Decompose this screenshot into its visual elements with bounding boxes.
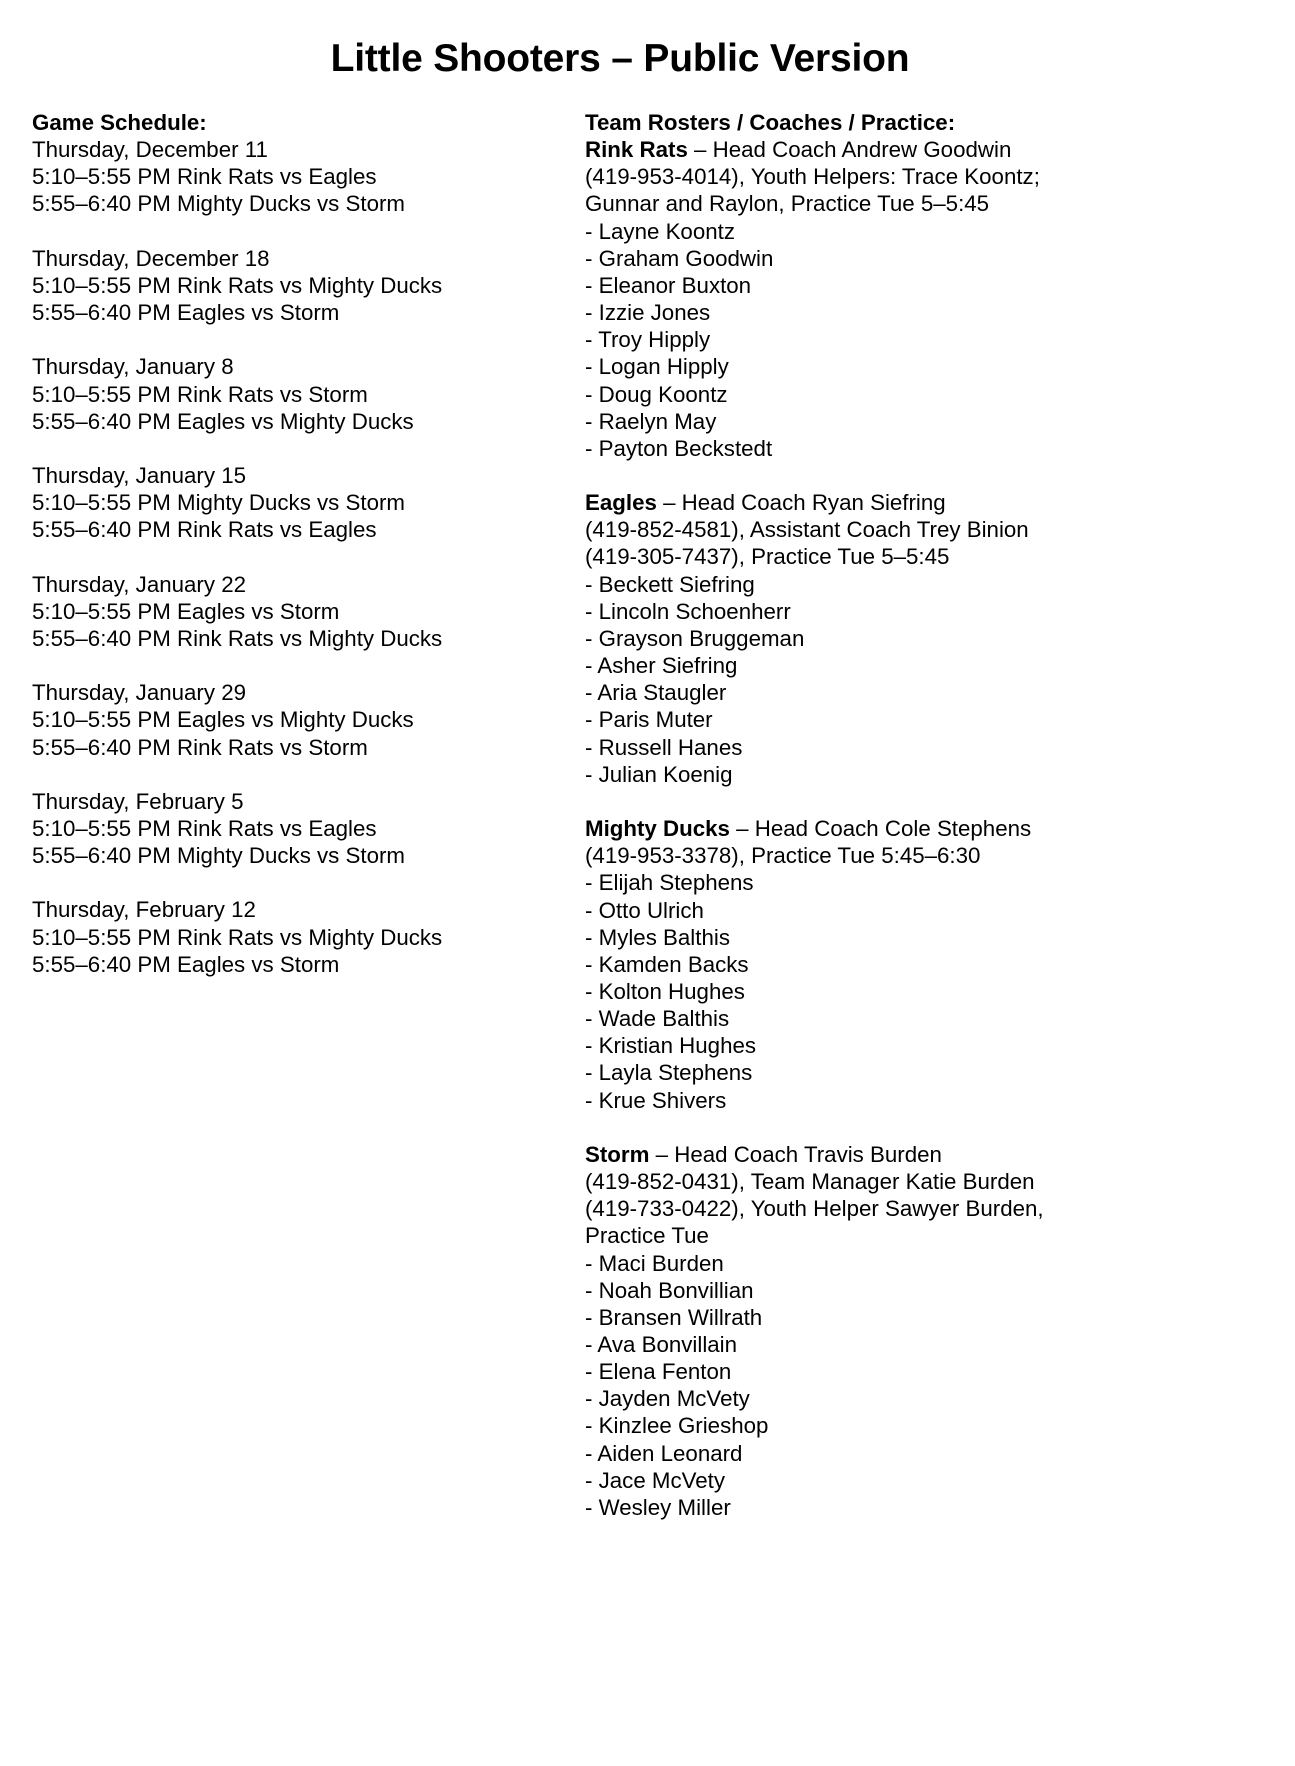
- game-item: 5:10–5:55 PM Rink Rats vs Eagles: [32, 815, 377, 841]
- game-item: 5:55–6:40 PM Eagles vs Storm: [32, 951, 340, 977]
- spacer: [32, 435, 572, 462]
- team-block: [585, 136, 1275, 462]
- team-name: Eagles: [585, 490, 657, 516]
- game-item: 5:55–6:40 PM Rink Rats vs Mighty Ducks: [32, 625, 443, 651]
- team-block: [585, 489, 1275, 788]
- game-date: Thursday, February 5: [32, 788, 244, 814]
- player-item: - Elena Fenton: [585, 1359, 732, 1385]
- player-item: - Julian Koenig: [585, 761, 733, 787]
- player-item: - Myles Balthis: [585, 924, 730, 950]
- player-item: - Krue Shivers: [585, 1087, 727, 1113]
- schedule-day: [32, 462, 572, 543]
- game-date: Thursday, January 15: [32, 462, 246, 488]
- schedule-day: [32, 571, 572, 652]
- spacer: [32, 543, 572, 570]
- game-item: 5:10–5:55 PM Rink Rats vs Eagles: [32, 164, 377, 190]
- spacer: [32, 761, 572, 788]
- player-item: - Doug Koontz: [585, 381, 728, 407]
- spacer: [585, 462, 1275, 489]
- schedule-day: [32, 136, 572, 217]
- schedule-days-list: [32, 136, 572, 978]
- player-item: - Wesley Miller: [585, 1494, 731, 1520]
- team-header: [585, 815, 1275, 842]
- player-item: - Beckett Siefring: [585, 571, 755, 597]
- player-item: - Layla Stephens: [585, 1060, 753, 1086]
- team-info-line: (419-953-4014), Youth Helpers: Trace Koontz;: [585, 164, 1040, 190]
- schedule-day: [32, 353, 572, 434]
- player-item: - Lincoln Schoenherr: [585, 598, 791, 624]
- player-item: - Izzie Jones: [585, 300, 711, 326]
- game-date: Thursday, January 29: [32, 680, 246, 706]
- game-item: 5:55–6:40 PM Eagles vs Mighty Ducks: [32, 408, 414, 434]
- game-item: 5:10–5:55 PM Eagles vs Storm: [32, 598, 340, 624]
- schedule-day: [32, 788, 572, 869]
- team-block: [585, 1141, 1275, 1521]
- game-item: 5:10–5:55 PM Rink Rats vs Storm: [32, 381, 368, 407]
- player-item: - Raelyn May: [585, 408, 717, 434]
- game-item: 5:55–6:40 PM Rink Rats vs Storm: [32, 734, 368, 760]
- schedule-day: [32, 896, 572, 977]
- player-item: - Troy Hipply: [585, 327, 711, 353]
- game-schedule-section: [32, 109, 572, 978]
- game-item: 5:10–5:55 PM Mighty Ducks vs Storm: [32, 490, 405, 516]
- spacer: [585, 1114, 1275, 1141]
- spacer: [585, 788, 1275, 815]
- schedule-day: [32, 679, 572, 760]
- player-item: - Graham Goodwin: [585, 245, 774, 271]
- player-item: - Grayson Bruggeman: [585, 625, 805, 651]
- game-date: Thursday, January 8: [32, 354, 234, 380]
- player-item: - Paris Muter: [585, 707, 713, 733]
- page-title: Little Shooters – Public Version: [330, 37, 910, 80]
- player-item: - Kristian Hughes: [585, 1033, 757, 1059]
- team-info-line: (419-733-0422), Youth Helper Sawyer Burden,: [585, 1196, 1044, 1222]
- schedule-day: [32, 245, 572, 326]
- team-name: Mighty Ducks: [585, 816, 730, 842]
- player-item: - Maci Burden: [585, 1250, 724, 1276]
- team-header: [585, 1141, 1275, 1168]
- teams-list: [585, 136, 1275, 1521]
- player-item: - Wade Balthis: [585, 1006, 730, 1032]
- spacer: [32, 869, 572, 896]
- game-item: 5:55–6:40 PM Mighty Ducks vs Storm: [32, 843, 405, 869]
- game-item: 5:10–5:55 PM Rink Rats vs Mighty Ducks: [32, 272, 443, 298]
- player-item: - Jayden McVety: [585, 1386, 750, 1412]
- team-rosters-section: [585, 109, 1275, 1521]
- game-date: Thursday, December 11: [32, 137, 268, 163]
- schedule-heading: Game Schedule:: [32, 110, 207, 135]
- team-info-line: (419-852-0431), Team Manager Katie Burden: [585, 1169, 1035, 1195]
- team-info-line: (419-852-4581), Assistant Coach Trey Binion: [585, 517, 1029, 543]
- team-header: [585, 489, 1275, 516]
- team-name: Storm: [585, 1141, 650, 1167]
- game-item: 5:55–6:40 PM Rink Rats vs Eagles: [32, 517, 377, 543]
- team-block: [585, 815, 1275, 1114]
- player-item: - Payton Beckstedt: [585, 435, 773, 461]
- game-item: 5:55–6:40 PM Eagles vs Storm: [32, 300, 340, 326]
- player-item: - Elijah Stephens: [585, 870, 754, 896]
- player-item: - Noah Bonvillian: [585, 1277, 754, 1303]
- game-item: 5:10–5:55 PM Eagles vs Mighty Ducks: [32, 707, 414, 733]
- game-date: Thursday, February 12: [32, 897, 256, 923]
- team-name: Rink Rats: [585, 137, 688, 163]
- team-info-line: – Head Coach Cole Stephens: [729, 816, 1032, 842]
- game-date: Thursday, January 22: [32, 571, 246, 597]
- player-item: - Aria Staugler: [585, 680, 727, 706]
- game-date: Thursday, December 18: [32, 245, 270, 271]
- player-item: - Ava Bonvillain: [585, 1331, 738, 1357]
- rosters-heading: Team Rosters / Coaches / Practice:: [585, 110, 956, 135]
- player-item: - Kolton Hughes: [585, 978, 745, 1004]
- team-info-line: – Head Coach Andrew Goodwin: [687, 137, 1012, 163]
- player-item: - Asher Siefring: [585, 653, 738, 679]
- player-item: - Russell Hanes: [585, 734, 743, 760]
- player-item: - Layne Koontz: [585, 218, 735, 244]
- team-info-line: (419-305-7437), Practice Tue 5–5:45: [585, 544, 950, 570]
- game-item: 5:10–5:55 PM Rink Rats vs Mighty Ducks: [32, 924, 443, 950]
- player-item: - Kinzlee Grieshop: [585, 1413, 769, 1439]
- team-header: [585, 136, 1275, 163]
- game-item: 5:55–6:40 PM Mighty Ducks vs Storm: [32, 191, 405, 217]
- player-item: - Otto Ulrich: [585, 897, 704, 923]
- spacer: [32, 326, 572, 353]
- team-info-line: – Head Coach Ryan Siefring: [656, 490, 946, 516]
- player-item: - Eleanor Buxton: [585, 272, 752, 298]
- team-info-line: – Head Coach Travis Burden: [649, 1141, 942, 1167]
- spacer: [32, 218, 572, 245]
- team-info-line: (419-953-3378), Practice Tue 5:45–6:30: [585, 843, 981, 869]
- team-info-line: Gunnar and Raylon, Practice Tue 5–5:45: [585, 191, 990, 217]
- player-item: - Kamden Backs: [585, 951, 749, 977]
- player-item: - Jace McVety: [585, 1467, 726, 1493]
- spacer: [32, 652, 572, 679]
- team-info-line: Practice Tue: [585, 1223, 709, 1249]
- player-item: - Aiden Leonard: [585, 1440, 743, 1466]
- player-item: - Logan Hipply: [585, 354, 729, 380]
- player-item: - Bransen Willrath: [585, 1304, 763, 1330]
